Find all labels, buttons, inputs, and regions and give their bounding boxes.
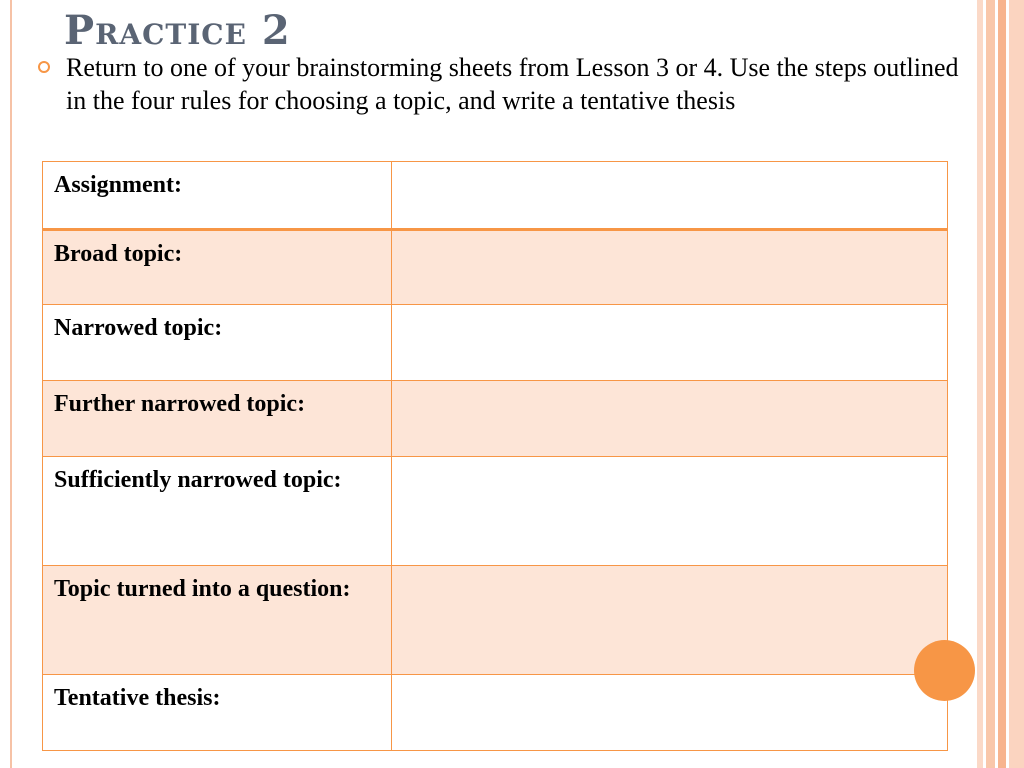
table-row — [43, 566, 948, 675]
row-label: Tentative thesis: — [43, 675, 392, 751]
stripe — [986, 0, 995, 768]
table-row — [43, 675, 948, 751]
row-value-cell[interactable] — [392, 162, 948, 230]
row-value-cell[interactable] — [392, 675, 948, 751]
table-row — [43, 305, 948, 381]
table-row — [43, 162, 948, 230]
table-row — [43, 457, 948, 566]
topic-worksheet-table — [42, 161, 948, 751]
row-label: Sufficiently narrowed topic: — [43, 457, 392, 566]
right-decorative-stripes — [977, 0, 1024, 768]
left-decorative-rule — [10, 0, 12, 768]
row-value-cell[interactable] — [392, 230, 948, 305]
stripe — [998, 0, 1006, 768]
row-label: Further narrowed topic: — [43, 381, 392, 457]
table-row — [43, 381, 948, 457]
row-value-cell[interactable] — [392, 566, 948, 675]
row-label: Broad topic: — [43, 230, 392, 305]
row-label: Narrowed topic: — [43, 305, 392, 381]
row-value-cell[interactable] — [392, 305, 948, 381]
slide-title: Practice 2 — [64, 7, 291, 54]
decorative-orange-circle — [914, 640, 975, 701]
row-value-cell[interactable] — [392, 381, 948, 457]
row-value-cell[interactable] — [392, 457, 948, 566]
row-label: Topic turned into a question: — [43, 566, 392, 675]
bullet-circle-icon — [38, 61, 50, 73]
table-row — [43, 230, 948, 305]
stripe — [1009, 0, 1024, 768]
row-label: Assignment: — [43, 162, 392, 230]
slide-body-text: Return to one of your brainstorming sheets from Lesson 3 or 4. Use the steps outlined in the four rules for choosing a topic, and write a tentative thesis — [66, 53, 959, 115]
